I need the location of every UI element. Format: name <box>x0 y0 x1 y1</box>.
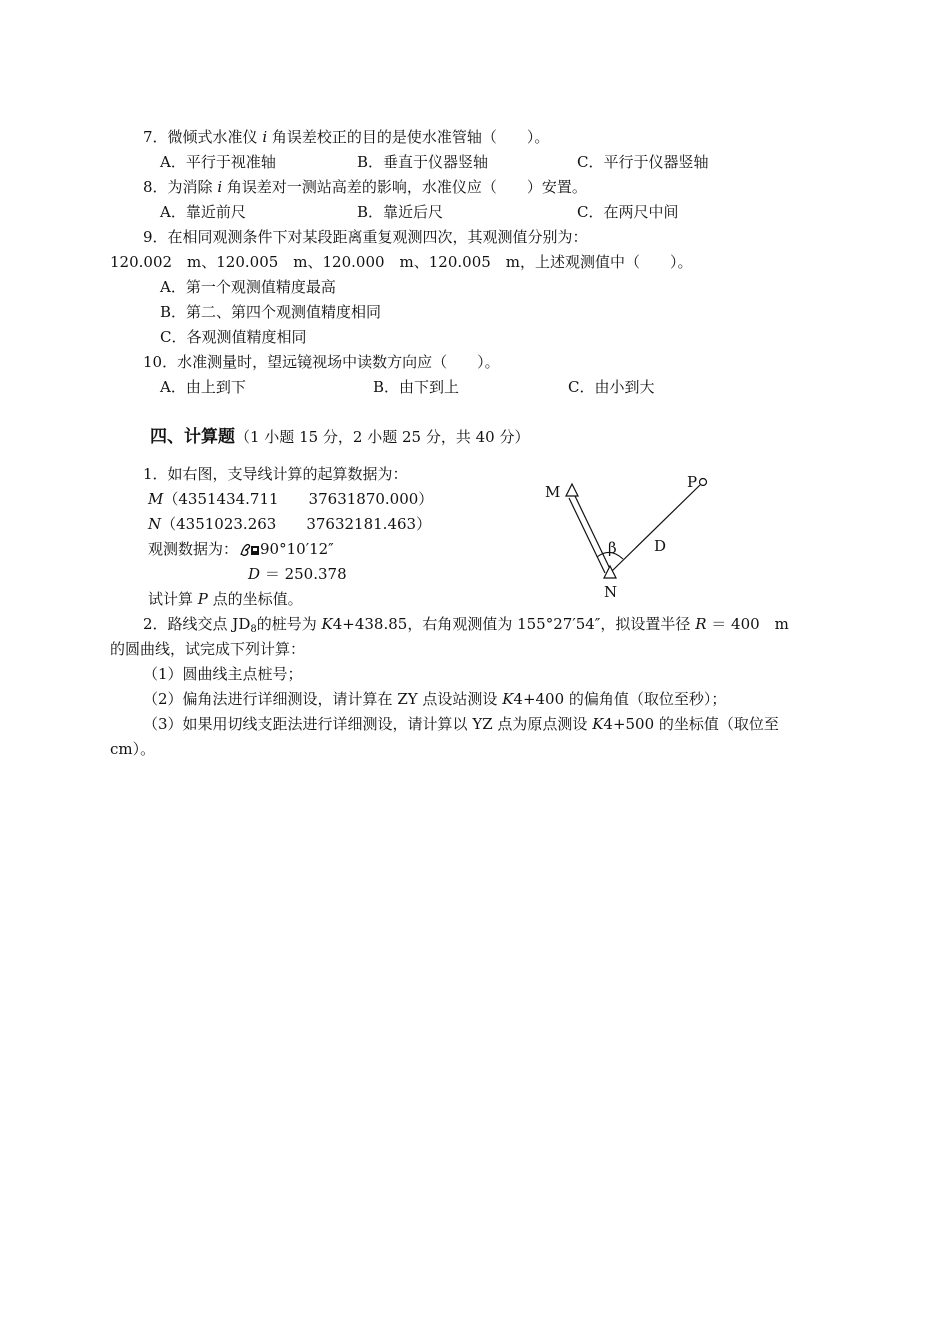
q7-option-a: A．平行于视准轴 <box>160 153 276 171</box>
calc1-ask-after: 点的坐标值。 <box>207 590 303 608</box>
calc1-m-data <box>148 489 433 509</box>
q8-stem <box>143 177 587 197</box>
section-4-score-note: （1 小题 15 分，2 小题 25 分，共 40 分） <box>235 428 530 446</box>
q7-i-symbol: i <box>262 128 268 146</box>
calc1-m-coords: （4351434.711 37631870.000） <box>163 490 434 508</box>
calc1-n-label: N <box>148 515 162 533</box>
q9-option-c: C．各观测值精度相同 <box>160 328 307 346</box>
section-4-heading <box>150 425 530 449</box>
calc2-item-3-k: K <box>592 715 604 733</box>
calc2-item-3 <box>143 714 779 734</box>
calc2-item-3-a: （3）如果用切线支距法进行详细测设，请计算以 YZ 点为原点测设 <box>143 715 593 733</box>
calc1-d-label: D <box>248 565 261 583</box>
calc2-item-3-continued: cm）。 <box>110 740 156 758</box>
calc2-k-symbol: K <box>321 615 333 633</box>
calc1-question <box>148 589 303 609</box>
q10-number: 10． <box>143 353 178 371</box>
q8-text-after: 角误差对一测站高差的影响，水准仪应（ ）安置。 <box>222 178 587 196</box>
calc2-text-a: 2．路线交点 JD <box>143 615 251 633</box>
calc1-n-data <box>148 514 431 534</box>
figure-label-m: M <box>545 483 561 501</box>
calc1-observation <box>148 539 334 559</box>
calc2-item-2-b: 4+400 的偏角值（取位至秒）； <box>513 690 727 708</box>
p-point-marker <box>700 479 707 486</box>
calc2-item-2-a: （2）偏角法进行详细测设，请计算在 ZY 点设站测设 <box>143 690 503 708</box>
calc2-r-symbol: R <box>695 615 707 633</box>
q9-number: 9． <box>143 228 168 246</box>
q9-option-a: A．第一个观测值精度最高 <box>160 278 336 296</box>
q7-option-c: C．平行于仪器竖轴 <box>577 153 709 171</box>
n-triangle-marker <box>604 566 616 578</box>
calc2-text-d: ＝ 400 m <box>706 615 789 633</box>
q7-stem <box>143 127 549 147</box>
q9-text: 在相同观测条件下对某段距离重复观测四次，其观测值分别为： <box>167 228 588 246</box>
q10-stem <box>143 352 500 372</box>
calc1-ask-p: P <box>197 590 208 608</box>
calc1-m-label: M <box>148 490 164 508</box>
calc2-item-3-b: 4+500 的坐标值（取位至 <box>603 715 779 733</box>
calc1-intro: 1．如右图，支导线计算的起算数据为： <box>143 465 408 483</box>
calc2-stem <box>143 614 789 640</box>
q9-option-b: B．第二、第四个观测值精度相同 <box>160 303 382 321</box>
q10-option-a: A．由上到下 <box>160 378 246 396</box>
q10-option-c: C．由小到大 <box>568 378 655 396</box>
mn-line-right <box>575 496 611 571</box>
figure-label-beta: β <box>608 539 617 557</box>
q8-option-b: B．靠近后尺 <box>357 203 444 221</box>
q8-text-before: 为消除 <box>167 178 218 196</box>
section-4-title: 四、计算题 <box>150 427 235 447</box>
np-line <box>612 485 700 571</box>
q8-option-a: A．靠近前尺 <box>160 203 246 221</box>
calc2-jd-subscript: 8 <box>250 624 257 635</box>
calc1-beta-value: 90°10′12″ <box>260 540 334 558</box>
q10-text: 水准测量时，望远镜视场中读数方向应（ ）。 <box>177 353 500 371</box>
figure-label-p: P <box>687 473 698 491</box>
calc2-item-2-k: K <box>502 690 514 708</box>
calc1-n-coords: （4351023.263 37632181.463） <box>161 515 432 533</box>
calc1-ask-before: 试计算 <box>148 590 198 608</box>
m-triangle-marker <box>566 484 578 496</box>
figure-label-n: N <box>604 583 618 601</box>
q7-text-before: 微倾式水准仪 <box>167 128 263 146</box>
q8-i-symbol: i <box>217 178 223 196</box>
q7-text-after: 角误差校正的目的是使水准管轴（ ）。 <box>267 128 550 146</box>
calc2-text-b: 的桩号为 <box>256 615 322 633</box>
calc1-d-data <box>248 564 347 584</box>
calc2-item-1: （1）圆曲线主点桩号； <box>143 665 303 683</box>
calc1-d-value: ＝ 250.378 <box>264 565 347 583</box>
q8-option-c: C．在两尺中间 <box>577 203 679 221</box>
calc2-item-2 <box>143 689 726 709</box>
calc2-stem-continued: 的圆曲线，试完成下列计算： <box>110 640 306 658</box>
calc1-obs-prefix: 观测数据为： <box>148 540 239 558</box>
calc2-text-c: 4+438.85，右角观测值为 155°27′54″，拟设置半径 <box>332 615 696 633</box>
q9-stem <box>143 227 588 247</box>
q7-option-b: B．垂直于仪器竖轴 <box>357 153 489 171</box>
beta-glyph-icon <box>238 541 260 557</box>
mn-line-left <box>569 498 605 573</box>
figure-label-d: D <box>654 537 667 555</box>
q10-option-b: B．由下到上 <box>373 378 460 396</box>
q7-number: 7． <box>143 128 168 146</box>
traverse-figure <box>535 465 735 605</box>
q9-values: 120.002 m、120.005 m、120.000 m、120.005 m，上述观测值中（ ）。 <box>110 253 693 271</box>
q8-number: 8． <box>143 178 168 196</box>
